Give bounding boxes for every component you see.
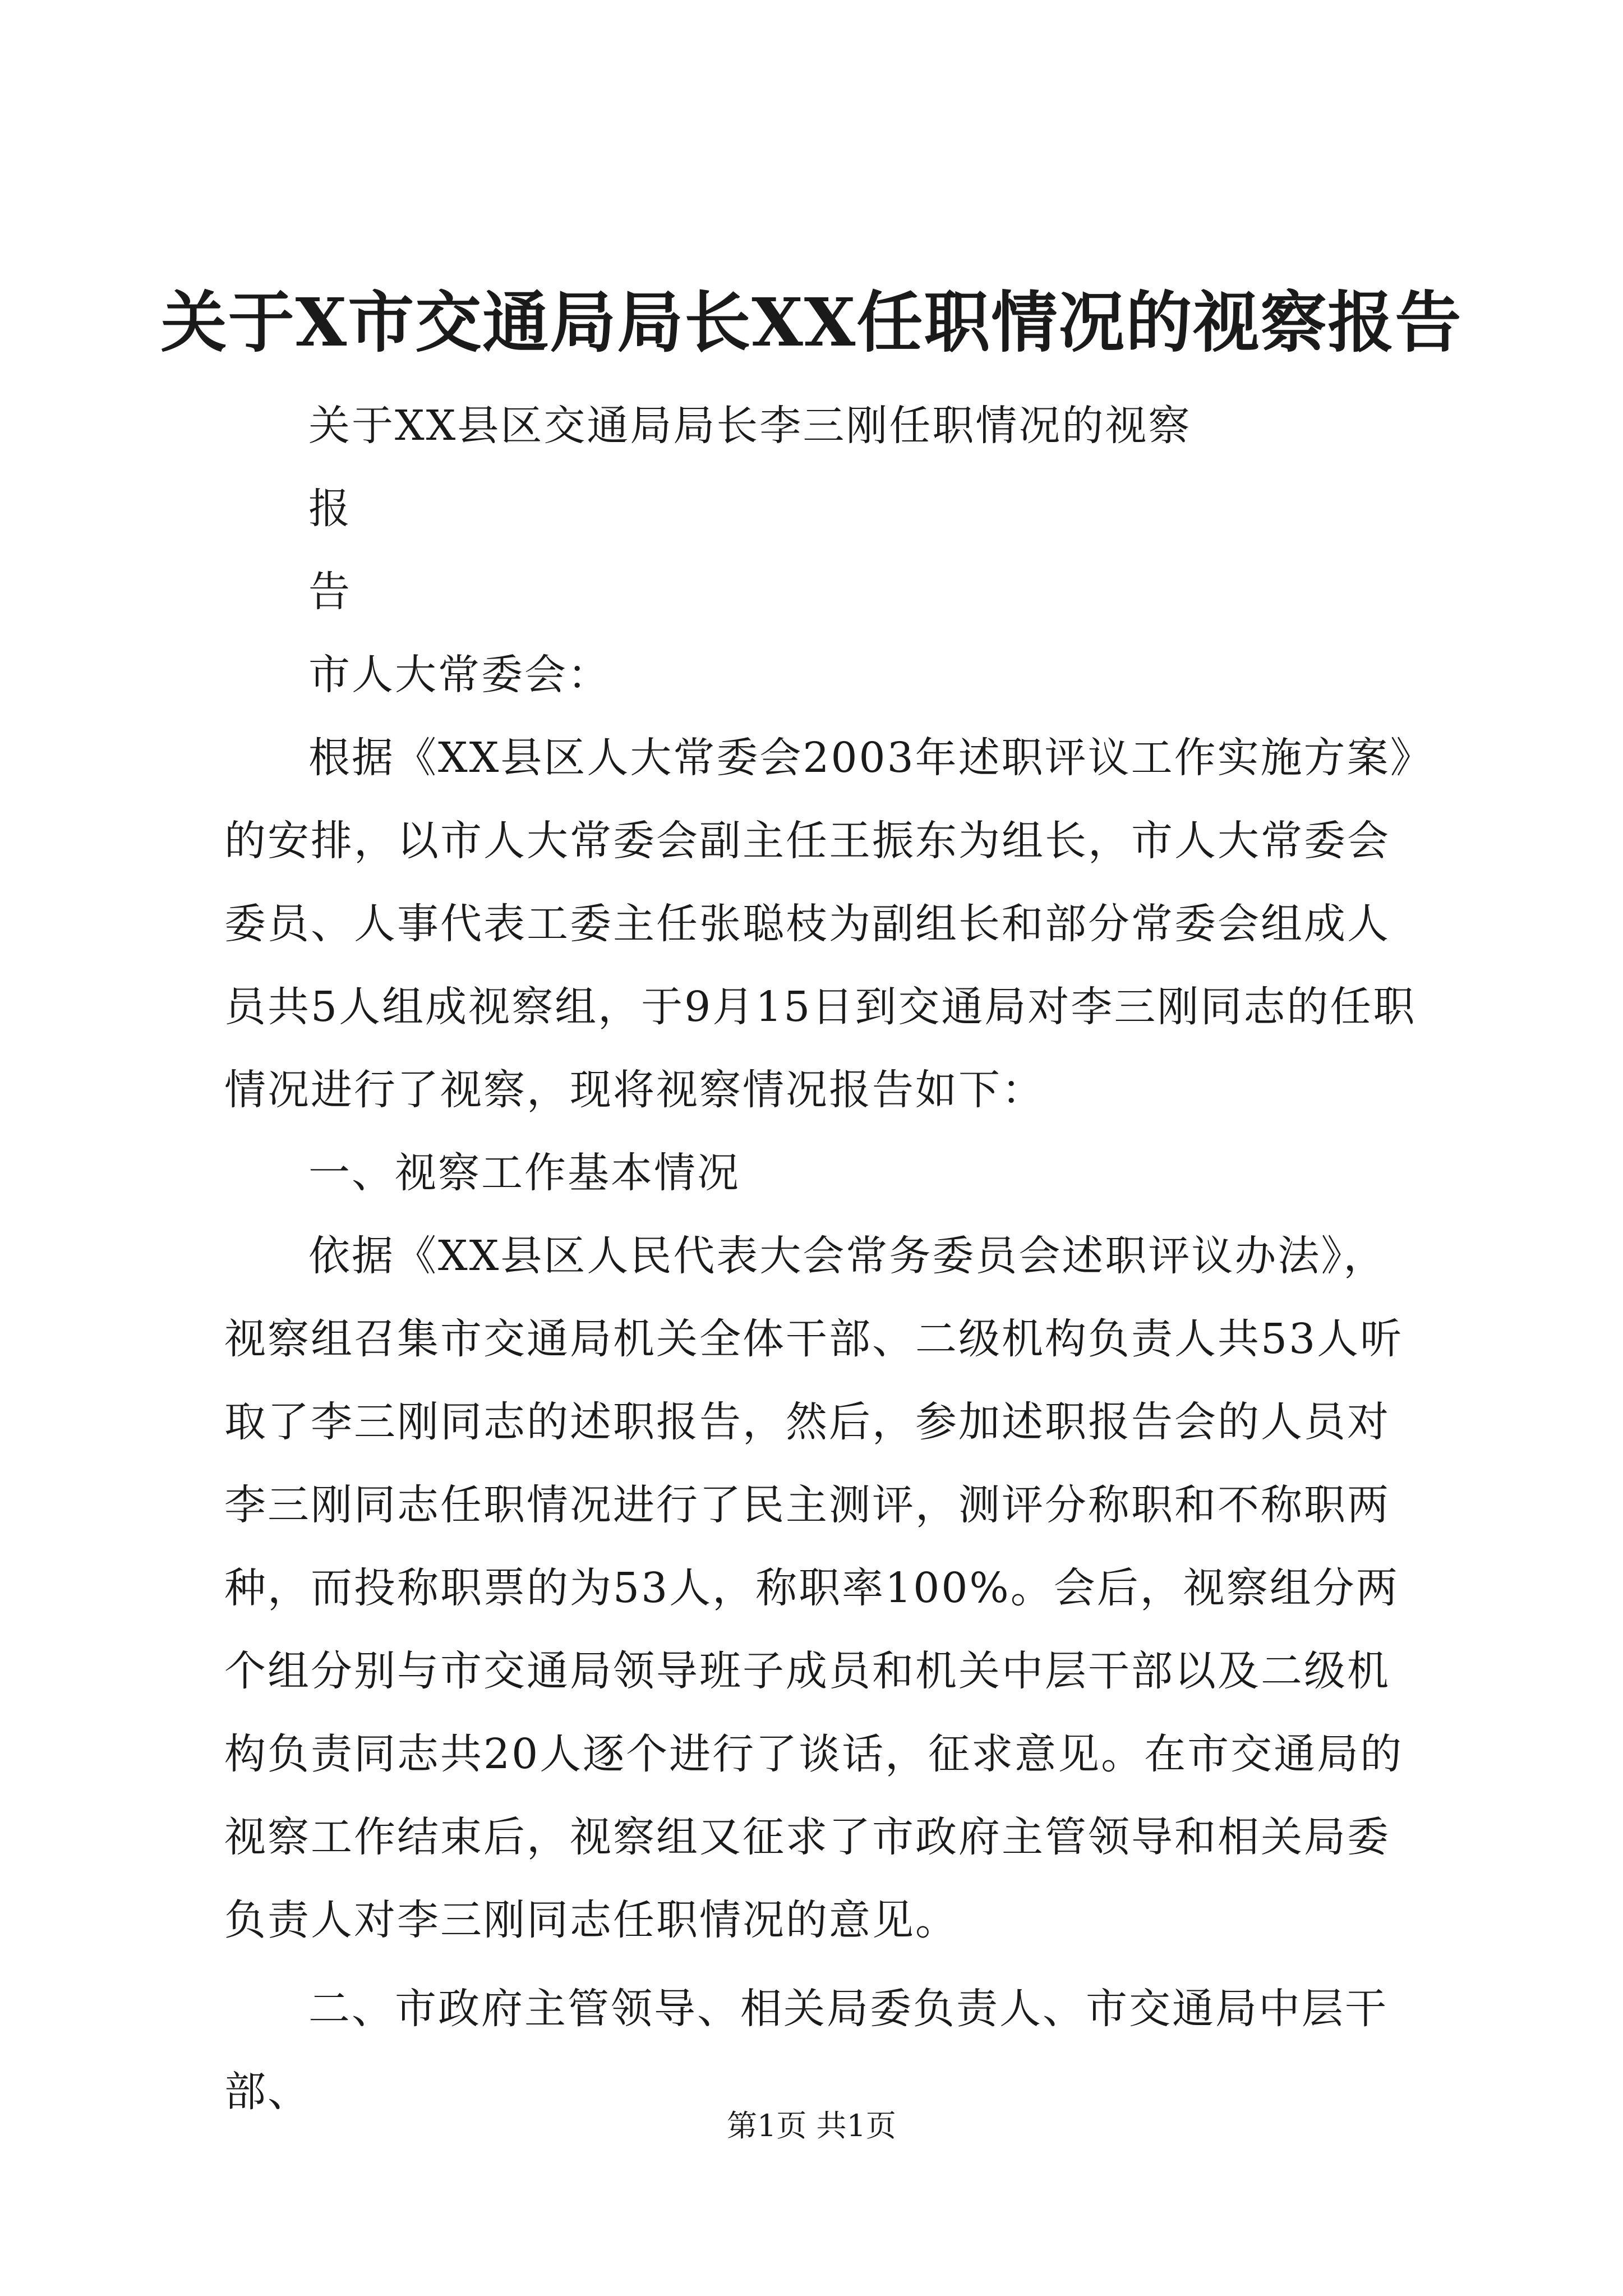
paragraph-section-1: 依据《XX县区人民代表大会常务委员会述职评议办法》，视察组召集市交通局机关全体干部、二级机构负责人共53人听取了李三刚同志的述职报告，然后，参加述职报告会的人员对李三刚同志任职情况进行了民主测评，测评分称职和不称职两种，而投称职票的为53人，称职率100%。会后，视察组分两个组分别与市交通局领导班子成员和机关中层干部以及二级机构负责同志共20人逐个进行了谈话，征求意见。在市交通局的视察工作结束后，视察组又征求了市政府主管领导和相关局委负责人对李三刚同志任职情况的意见。 bbox=[224, 1232, 1404, 1944]
subtitle-continuation-2: 告 bbox=[308, 568, 352, 616]
subtitle-continuation-1: 报 bbox=[308, 485, 352, 533]
salutation: 市人大常委会： bbox=[308, 651, 611, 699]
section-heading-1: 一、视察工作基本情况 bbox=[308, 1149, 740, 1197]
paragraph-intro: 根据《XX县区人大常委会2003年述职评议工作实施方案》的安排，以市人大常委会副主任王振东为组长，市人大常委会委员、人事代表工委主任张聪枝为副组长和部分常委会组成人员共5人组成视察组，于9月15日到交通局对李三刚同志的任职情况进行了视察，现将视察情况报告如下： bbox=[224, 734, 1417, 1114]
document-body bbox=[224, 384, 1424, 2133]
section-heading-2: 二、市政府主管领导、相关局委负责人、市交通局中层干部、 bbox=[224, 1985, 1388, 2116]
subtitle-line: 关于XX县区交通局局长李三刚任职情况的视察 bbox=[308, 402, 1192, 450]
document-title: 关于X市交通局局长XX任职情况的视察报告 bbox=[160, 283, 1463, 361]
page-footer: 第1页 共1页 bbox=[727, 2108, 896, 2143]
